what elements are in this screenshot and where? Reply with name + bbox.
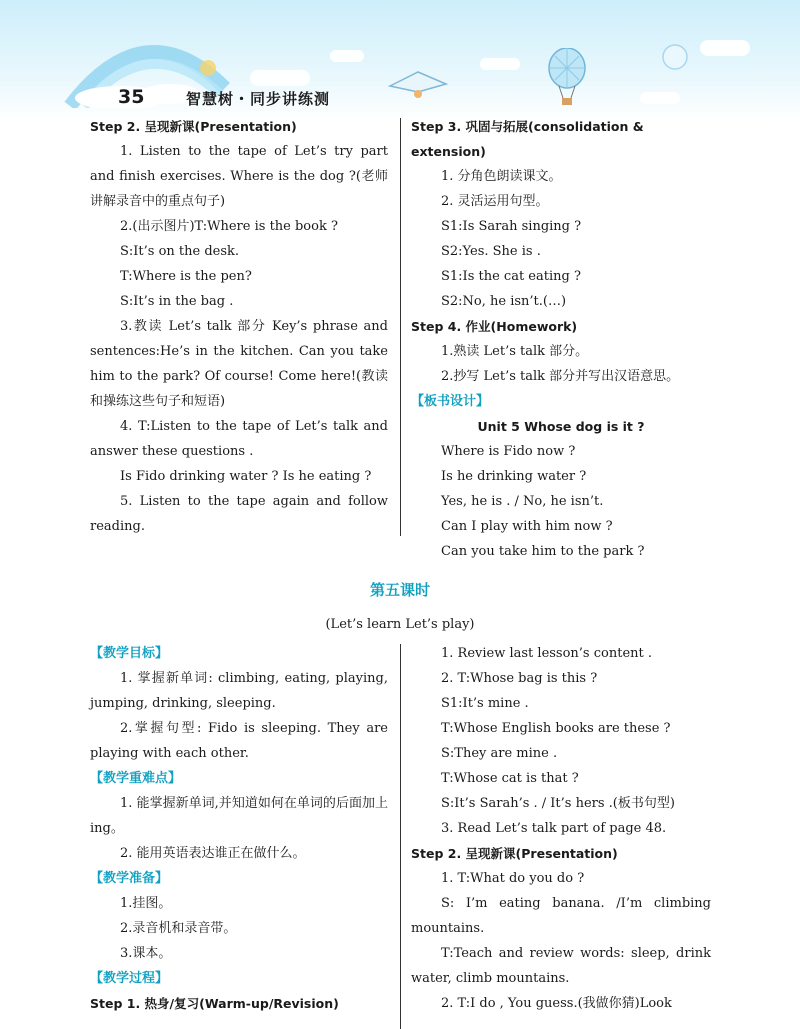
board-line: Where is Fido now ? [441,444,576,459]
lesson-subtitle: (Let’s learn Let’s play) [325,617,475,632]
cloud [330,50,364,62]
series-title: 智慧树・同步讲练测 [186,90,331,108]
board-line: Yes, he is . / No, he isn’t. [441,494,604,509]
glider-illustration [388,68,448,104]
paragraph: 4. T:Listen to the tape of Let’s talk and answer these questions . [90,419,388,459]
paragraph: T:Whose English books are these ? [441,721,671,736]
board-title: Unit 5 Whose dog is it ? [477,419,645,434]
board-design-label: 【板书设计】 [411,394,490,409]
paragraph: T:Whose cat is that ? [441,771,579,786]
paragraph: 5. Listen to the tape again and follow reading. [90,494,388,534]
step3-heading: Step 3. 巩固与拓展(consolidation & extension) [411,119,644,159]
cloud [640,92,680,104]
cloud [700,40,750,56]
teaching-goals-label: 【教学目标】 [90,646,169,661]
paragraph: S2:Yes. She is . [441,244,541,259]
paragraph: 1. 分角色朗读课文。 [441,169,562,184]
process-label: 【教学过程】 [90,971,169,986]
paragraph: 2.掌握句型: Fido is sleeping. They are playing with each other. [90,721,388,761]
paragraph: T:Where is the pen? [120,269,252,284]
board-line: Can you take him to the park ? [441,544,645,559]
paragraph: S2:No, he isn’t.(…) [441,294,567,309]
cloud [480,58,520,70]
paragraph: S:It’s on the desk. [120,244,240,259]
paragraph: 2. 能用英语表达谁正在做什么。 [120,846,306,861]
lesson-title: 第五课时 [369,581,430,599]
step2-heading: Step 2. 呈现新课(Presentation) [411,846,618,861]
paragraph: 1. 能掌握新单词,并知道如何在单词的后面加上 ing。 [90,796,388,836]
top-left-column [90,114,388,539]
top-right-column [411,114,711,564]
paragraph: 2. 灵活运用句型。 [441,194,549,209]
board-line: Is he drinking water ? [441,469,587,484]
key-points-label: 【教学重难点】 [90,771,182,786]
paragraph: 2.(出示图片)T:Where is the book ? [120,219,338,234]
paragraph: 1. 掌握新单词: climbing, eating, playing, jumping, drinking, sleeping. [90,671,388,711]
sun-icon [660,42,690,72]
paragraph: S:It’s in the bag . [120,294,234,309]
paragraph: 2. T:I do , You guess.(我做你猜)Look [441,996,672,1011]
paragraph: 3.课本。 [120,946,172,961]
paragraph: S: I’m eating banana. /I’m climbing mountains. [411,896,711,936]
paragraph: S:They are mine . [441,746,558,761]
step1-heading: Step 1. 热身/复习(Warm-up/Revision) [90,996,339,1011]
paragraph: S:It’s Sarah’s . / It’s hers .(板书句型) [441,796,675,811]
bottom-right-column [411,641,711,1016]
page-header-banner [0,0,800,120]
column-divider [400,118,401,536]
paragraph: 1. Review last lesson’s content . [441,646,652,661]
paragraph: Is Fido drinking water ? Is he eating ? [120,469,372,484]
paragraph: 2. T:Whose bag is this ? [441,671,598,686]
hot-air-balloon-illustration [545,48,589,108]
paragraph: 1. T:What do you do ? [441,871,585,886]
paragraph: 1.熟读 Let’s talk 部分。 [441,344,589,359]
paragraph: T:Teach and review words: sleep, drink water, climb mountains. [411,946,711,986]
paragraph: 2.录音机和录音带。 [120,921,237,936]
cloud [250,70,310,86]
paragraph: S1:It’s mine . [441,696,529,711]
step4-heading: Step 4. 作业(Homework) [411,319,578,334]
preparation-label: 【教学准备】 [90,871,169,886]
paragraph: 3. Read Let’s talk part of page 48. [441,821,667,836]
paragraph: 3.教读 Let’s talk 部分 Key’s phrase and sentences:He’s in the kitchen. Can you take him to the park? Of course! Come here!(教读和操练这些句子和短语) [90,319,388,409]
paragraph: 2.抄写 Let’s talk 部分并写出汉语意思。 [441,369,680,384]
step2-heading: Step 2. 呈现新课(Presentation) [90,119,297,134]
paragraph: S1:Is Sarah singing ? [441,219,582,234]
column-divider [400,644,401,1029]
paragraph: 1. Listen to the tape of Let’s try part and finish exercises. Where is the dog ?(老师讲解录音中的重点句子) [90,144,388,209]
paragraph: S1:Is the cat eating ? [441,269,581,284]
page-number: 35 [118,86,145,108]
bottom-left-column [90,641,388,1016]
board-line: Can I play with him now ? [441,519,613,534]
paragraph: 1.挂图。 [120,896,172,911]
